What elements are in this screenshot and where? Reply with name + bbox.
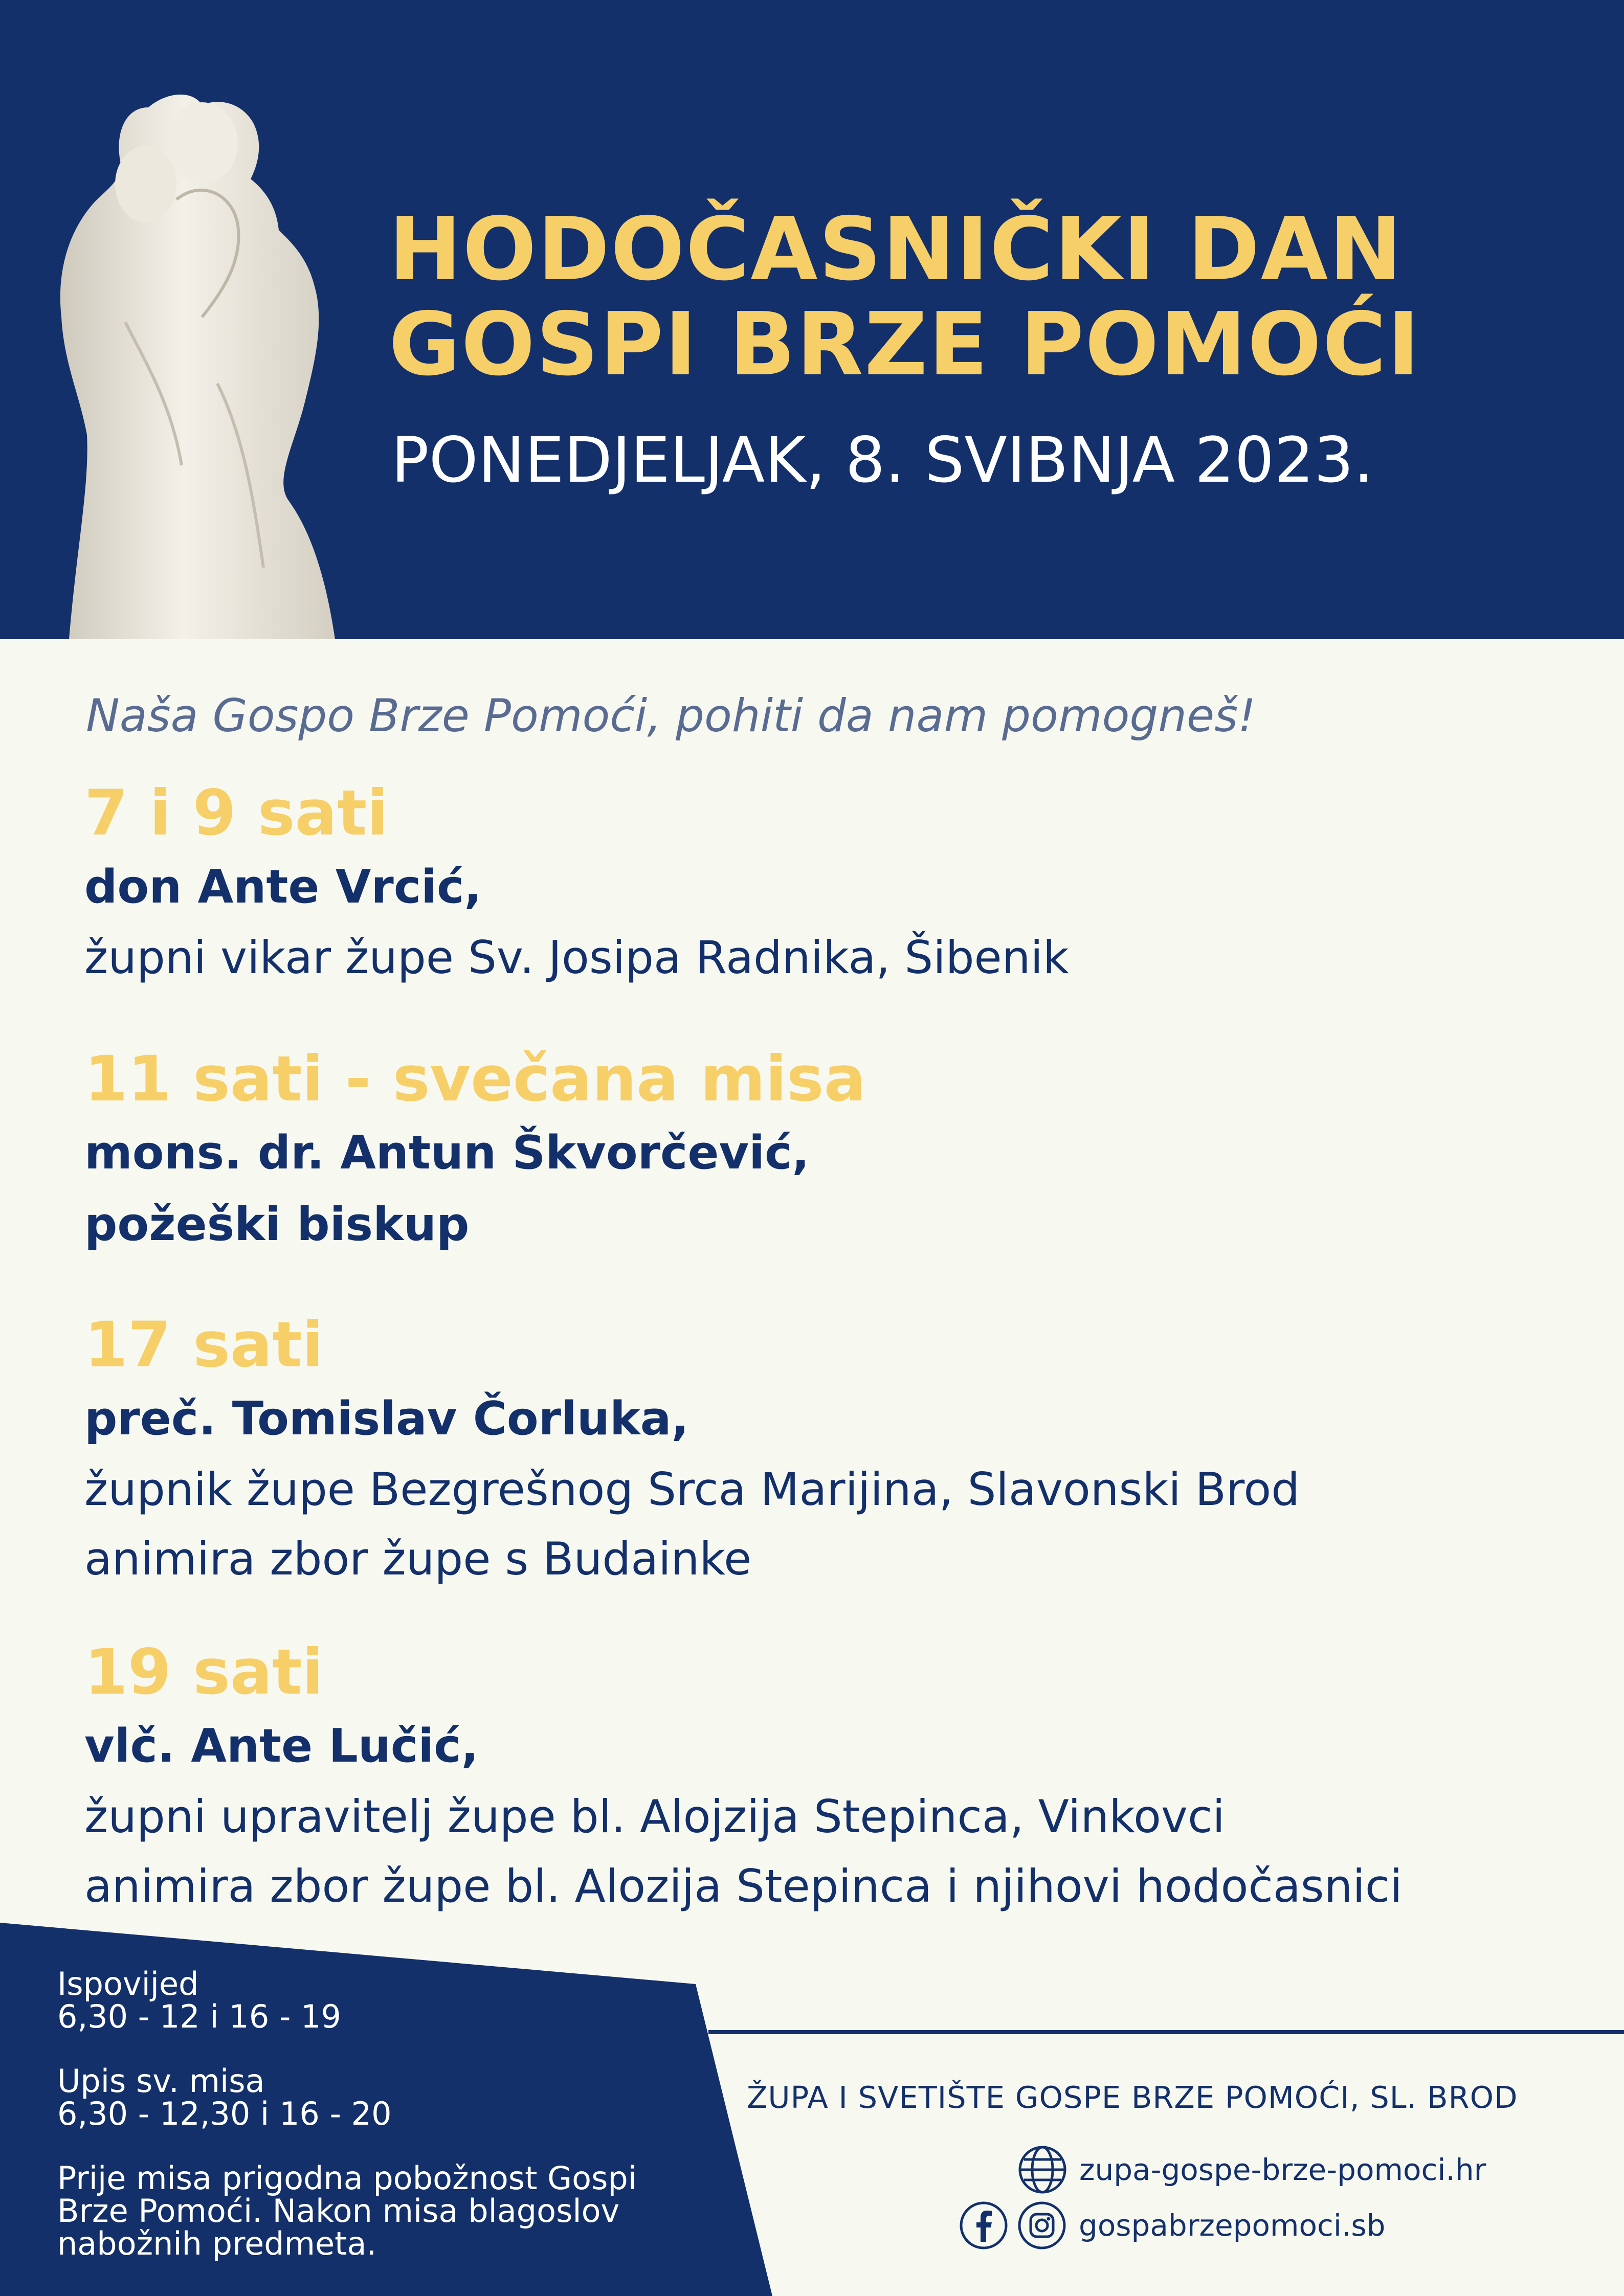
schedule-item [84,1307,1593,1594]
schedule-item [84,1041,1593,1260]
title-line-1: HODOČASNIČKI DAN [389,199,1403,300]
madonna-statue-image [49,77,355,639]
event-title [389,199,1591,395]
website-contact [1018,2144,1486,2195]
mass-time: 19 sati [84,1636,324,1708]
globe-icon [1018,2145,1067,2194]
schedule-item [84,775,1593,993]
social-handle[interactable]: gospabrzepomoci.sb [1079,2208,1386,2243]
title-line-2: GOSPI BRZE POMOĆI [389,294,1421,395]
celebrant-role: župni vikar župe Sv. Josipa Radnika, Šibenik [84,931,1069,984]
website-link[interactable]: zupa-gospe-brze-pomoci.hr [1079,2152,1486,2187]
celebrant-role: župni upravitelj župe bl. Alojzija Stepinca, Vinkovci [84,1790,1225,1843]
confession-info [57,1965,692,2035]
celebrant-role: požeški biskup [84,1198,470,1251]
mass-time: 17 sati [84,1309,324,1381]
celebrant-name: vlč. Ante Lučić, [84,1719,479,1773]
social-contact [959,2200,1385,2251]
celebrant-name: preč. Tomislav Čorluka, [84,1392,689,1446]
mass-time: 7 i 9 sati [84,777,389,849]
mass-registration-info [57,2062,692,2132]
celebrant-name: mons. dr. Antun Škvorčević, [84,1126,810,1180]
motto: Naša Gospo Brze Pomoći, pohiti da nam pomogneš! [86,689,1256,742]
devotion-note: Prije misa prigodna pobožnost Gospi Brze Pomoći. Nakon misa blagoslov nabožnih predmeta. [57,2159,637,2262]
info-panel [57,1965,692,2262]
header-banner [0,0,1624,639]
event-date: PONEDJELJAK, 8. SVIBNJA 2023. [391,424,1374,497]
choir-note: animira zbor župe bl. Alozija Stepinca i njihovi hodočasnici [84,1860,1403,1912]
confession-hours: 6,30 - 12 i 16 - 19 [57,1998,341,2035]
mass-registration-label: Upis sv. misa [57,2062,265,2100]
parish-name: ŽUPA I SVETIŠTE GOSPE BRZE POMOĆI, SL. BROD [747,2080,1518,2115]
instagram-icon[interactable] [1017,2201,1066,2250]
facebook-icon[interactable] [959,2201,1008,2250]
divider [708,2030,1624,2034]
mass-registration-hours: 6,30 - 12,30 i 16 - 20 [57,2095,392,2132]
mass-time: 11 sati - svečana misa [84,1043,866,1115]
schedule-item [84,1634,1593,1921]
celebrant-name: don Ante Vrcić, [84,860,482,914]
confession-label: Ispovijed [57,1965,199,2002]
celebrant-role: župnik župe Bezgrešnog Srca Marijina, Slavonski Brod [84,1463,1300,1516]
choir-note: animira zbor župe s Budainke [84,1533,752,1585]
